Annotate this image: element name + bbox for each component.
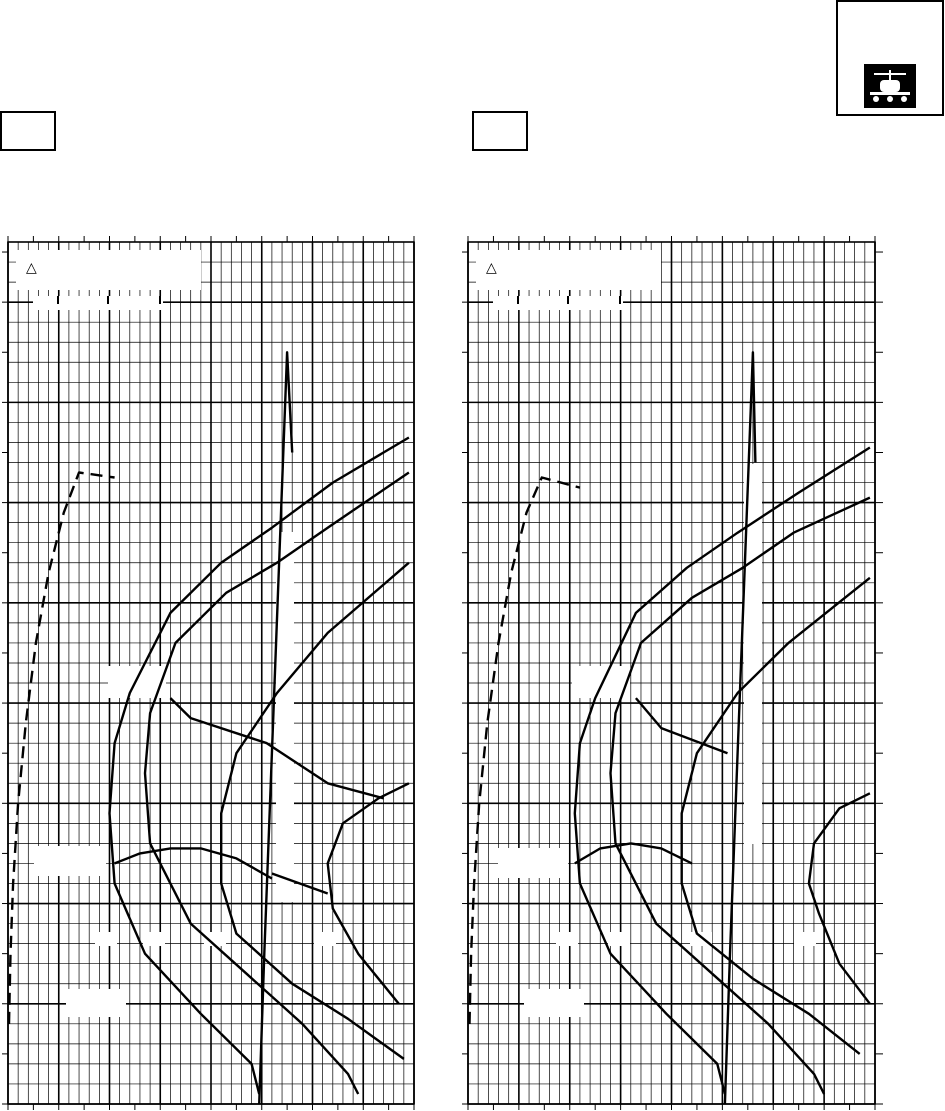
legend-box [476, 250, 661, 310]
series-line-5 [809, 793, 870, 1004]
axis-ticks [462, 236, 883, 1110]
blank-label-patch [34, 846, 106, 876]
legend-scale-strip [493, 296, 623, 310]
blank-label-patch [572, 666, 630, 698]
legend-background [16, 250, 201, 290]
blank-label-patch [143, 932, 165, 946]
series-line-5 [328, 783, 409, 1004]
legend-scale-strip [33, 296, 163, 310]
blank-label-patch [794, 932, 816, 946]
series-line-6 [575, 843, 692, 863]
series-line-4 [221, 563, 409, 1059]
blank-label-patch [608, 932, 630, 946]
legend-background [476, 250, 661, 290]
blank-label-patch [498, 848, 568, 878]
axis-ticks [2, 236, 414, 1110]
chart-grid [8, 242, 414, 1104]
blank-label-patch [524, 989, 584, 1017]
blank-label-patch [556, 932, 578, 946]
right-chart [462, 236, 883, 1110]
label-patches [498, 464, 816, 1017]
legend-triangle-symbol: △ [486, 260, 497, 276]
left-chart [2, 236, 414, 1110]
blank-label-patch [66, 989, 126, 1017]
legend-triangle-symbol: △ [26, 260, 37, 276]
blank-label-patch [314, 932, 336, 946]
chart-grid [468, 242, 875, 1104]
series-line-4 [682, 578, 870, 1054]
legend-box [16, 250, 201, 310]
blank-label-patch [95, 932, 117, 946]
